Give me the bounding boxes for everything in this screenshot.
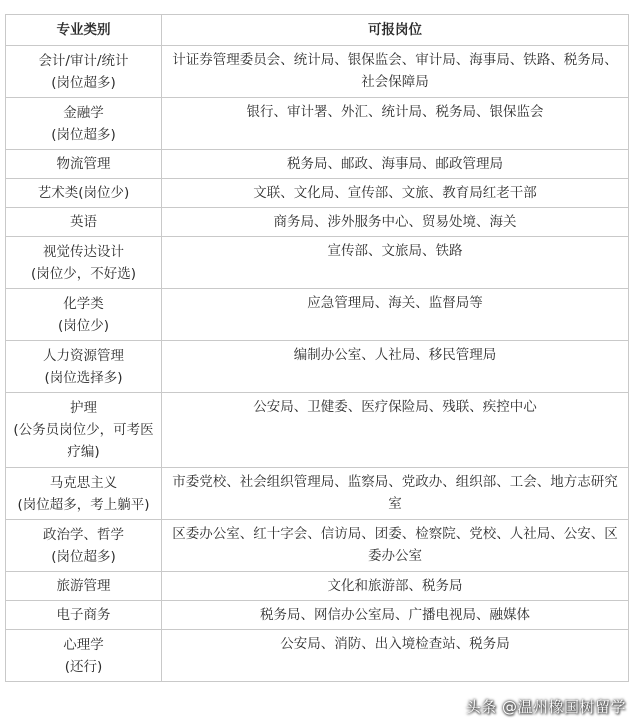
major-note: (岗位超多) (51, 548, 116, 565)
major-name: 化学类 (63, 295, 104, 312)
positions-cell: 宣传部、文旅局、铁路 (162, 237, 629, 289)
positions-cell: 文联、文化局、宣传部、文旅、教育局红老干部 (162, 179, 629, 208)
table-row (6, 572, 629, 601)
major-note: (岗位超多) (51, 74, 116, 91)
positions-cell: 税务局、邮政、海事局、邮政管理局 (162, 150, 629, 179)
major-cell (6, 393, 162, 468)
major-note: (公务员岗位少，可考医疗编) (13, 422, 154, 460)
major-name: 艺术类(岗位少) (37, 185, 130, 201)
major-note: (岗位少) (57, 317, 110, 334)
positions-cell: 文化和旅游部、税务局 (162, 572, 629, 601)
major-name: 英语 (70, 214, 97, 230)
table-row (6, 520, 629, 572)
table-row (6, 237, 629, 289)
positions-cell: 应急管理局、海关、监督局等 (162, 289, 629, 341)
major-name: 物流管理 (56, 156, 111, 172)
major-cell (6, 150, 162, 179)
major-note: (还行) (64, 658, 103, 675)
table-row (6, 208, 629, 237)
header-major: 专业类别 (6, 15, 162, 46)
positions-cell: 公安局、消防、出入境检查站、税务局 (162, 630, 629, 682)
major-cell (6, 572, 162, 601)
major-name: 政治学、哲学 (43, 526, 124, 543)
table-body (6, 46, 629, 682)
table-row (6, 98, 629, 150)
header-positions: 可报岗位 (162, 15, 629, 46)
major-cell (6, 46, 162, 98)
major-name: 护理 (70, 400, 97, 416)
positions-cell: 市委党校、社会组织管理局、监察局、党政办、组织部、工会、地方志研究室 (162, 468, 629, 520)
table-row (6, 341, 629, 393)
positions-cell: 计证券管理委员会、统计局、银保监会、审计局、海事局、铁路、税务局、社会保障局 (162, 46, 629, 98)
major-cell (6, 601, 162, 630)
major-position-table (5, 14, 629, 682)
table-row (6, 150, 629, 179)
table-row (6, 601, 629, 630)
major-cell (6, 630, 162, 682)
table-row (6, 46, 629, 98)
table-row (6, 393, 629, 468)
positions-cell: 银行、审计署、外汇、统计局、税务局、银保监会 (162, 98, 629, 150)
table-header-row (6, 15, 629, 46)
table-row (6, 289, 629, 341)
major-note: (岗位超多，考上躺平) (17, 496, 150, 513)
major-name: 视觉传达设计 (43, 243, 124, 260)
major-name: 金融学 (63, 104, 104, 121)
major-cell (6, 237, 162, 289)
major-cell (6, 520, 162, 572)
watermark: 头条 @温州橡国树留学 (465, 698, 626, 716)
major-note: (岗位少，不好选) (30, 265, 137, 282)
major-name: 心理学 (63, 636, 104, 653)
major-cell (6, 289, 162, 341)
major-name: 人力资源管理 (43, 347, 124, 364)
major-name: 会计/审计/统计 (38, 52, 129, 69)
positions-cell: 公安局、卫健委、医疗保险局、残联、疾控中心 (162, 393, 629, 468)
major-name: 马克思主义 (49, 474, 118, 491)
major-cell (6, 208, 162, 237)
major-cell (6, 179, 162, 208)
positions-cell: 税务局、网信办公室局、广播电视局、融媒体 (162, 601, 629, 630)
positions-cell: 商务局、涉外服务中心、贸易处境、海关 (162, 208, 629, 237)
major-cell (6, 98, 162, 150)
major-cell (6, 468, 162, 520)
major-cell (6, 341, 162, 393)
major-note: (岗位超多) (51, 126, 116, 143)
major-name: 电子商务 (56, 607, 111, 623)
positions-cell: 区委办公室、红十字会、信访局、团委、检察院、党校、人社局、公安、区委办公室 (162, 520, 629, 572)
table-row (6, 630, 629, 682)
table-row (6, 468, 629, 520)
major-name: 旅游管理 (56, 578, 111, 594)
major-note: (岗位选择多) (44, 369, 123, 386)
positions-cell: 编制办公室、人社局、移民管理局 (162, 341, 629, 393)
table-row (6, 179, 629, 208)
